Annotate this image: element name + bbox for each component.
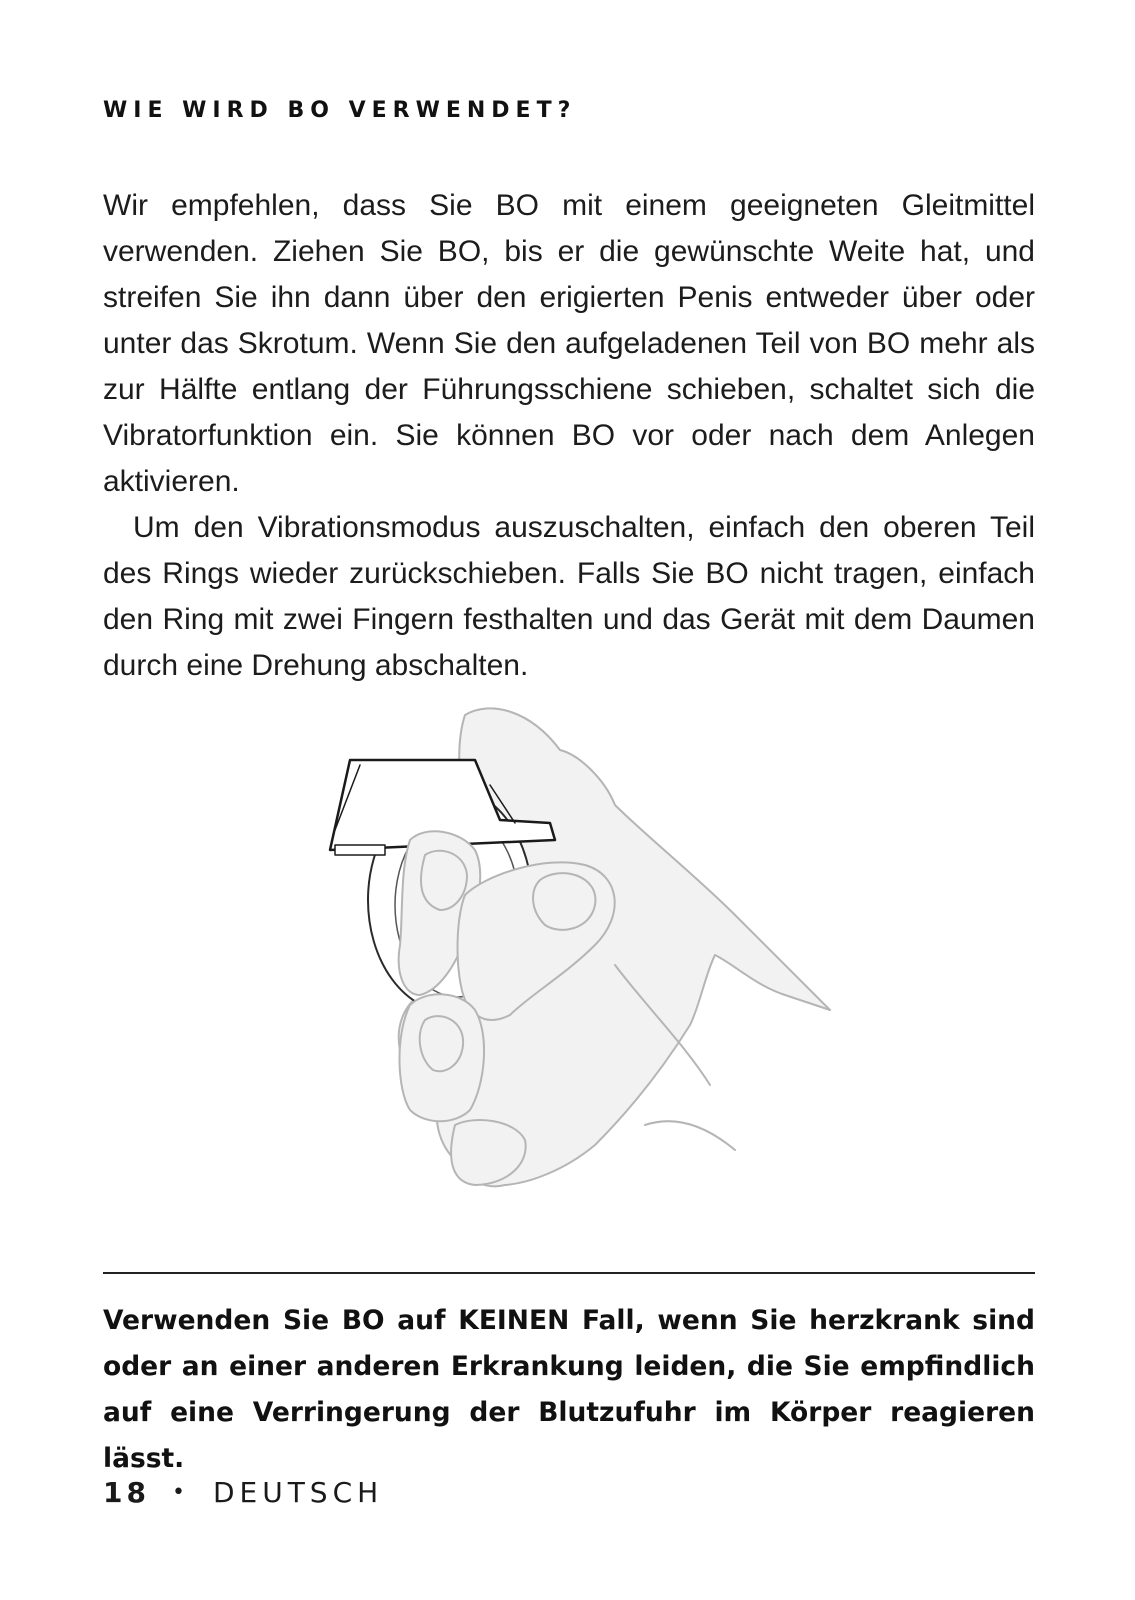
language-label: DEUTSCH (212, 1476, 384, 1509)
page-title: WIE WIRD BO VERWENDET? (103, 98, 577, 123)
finger (399, 994, 484, 1121)
paragraph: Wir empfehlen, dass Sie BO mit einem geeigneten Gleitmittel verwenden. Ziehen Sie BO, bis er die gewünschte Weite hat, und streifen Sie ihn dann über den erigierten Penis entweder über oder unter das Skrotum. Wenn Sie den aufgeladenen Teil von BO mehr als zur Hälfte entlang der Führungsschiene schieben, schaltet sich die Vibratorfunktion ein. Sie können BO vor oder nach dem Anlegen aktivieren. (103, 189, 1035, 498)
paragraph: Um den Vibrationsmodus auszuschalten, einfach den oberen Teil des Rings wieder zurückschieben. Falls Sie BO nicht tragen, einfach den Ring mit zwei Fingern festhalten und das Gerät mit dem Daumen durch eine Drehung abschalten. (103, 511, 1035, 682)
bullet-separator: • (171, 1480, 185, 1505)
body-text (103, 183, 1035, 689)
page-number: 18 (103, 1476, 150, 1509)
warning-text: Verwenden Sie BO auf KEINEN Fall, wenn Sie herzkrank sind oder an einer anderen Erkrankung leiden, die Sie empfindlich auf eine Verringerung der Blutzufuhr im Körper reagieren lässt. (103, 1305, 1035, 1474)
divider (103, 1272, 1035, 1274)
hand-holding-ring-illustration (315, 705, 855, 1205)
page-footer (103, 1476, 383, 1509)
